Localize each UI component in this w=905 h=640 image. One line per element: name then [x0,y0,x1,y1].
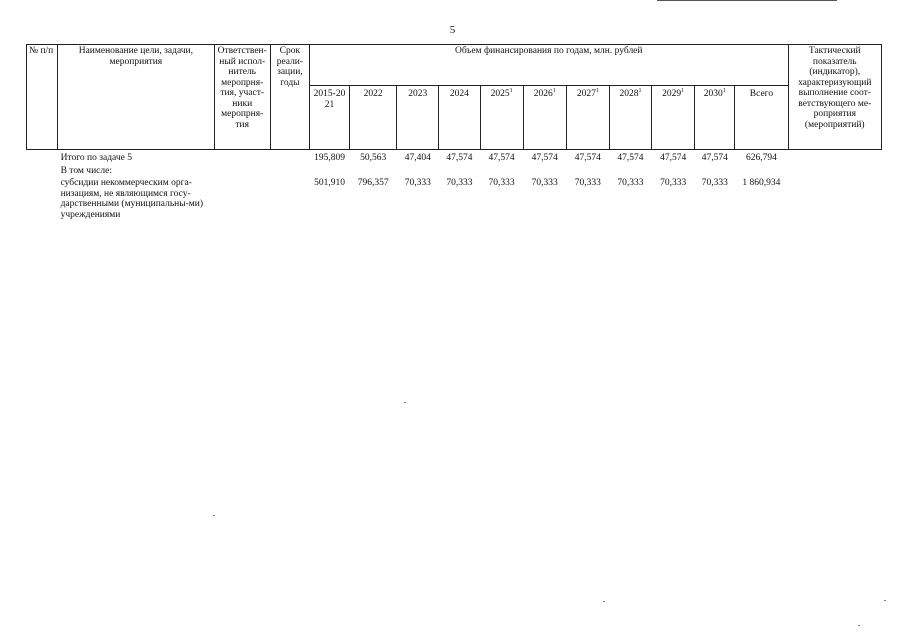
cell-value: 50,563 [360,153,387,163]
cell-value: 47,574 [488,153,515,163]
year-total: Всего [735,86,788,150]
cell-value: 70,333 [531,178,558,188]
cell-value: 70,333 [446,178,473,188]
year-2022: 2022 [350,86,397,150]
scan-speck [858,625,860,626]
scan-speck [213,515,215,516]
header-num: № п/п [27,45,58,150]
table-row [27,150,882,165]
cell-value: 47,574 [660,153,687,163]
cell-value: 47,574 [617,153,644,163]
year-2025: 2025$^1$ [480,86,523,150]
table-row [27,177,882,221]
cell-value: 1 860,934 [742,178,781,188]
cell-value: 70,333 [660,178,687,188]
year-2027: 2027$^1$ [566,86,609,150]
year-2026: 2026$^1$ [523,86,566,150]
cell-value: 195,809 [314,153,345,163]
header-name: Наименование цели, задачи, мероприятия [58,45,215,150]
header-term: Срок реали-зации, годы [270,45,309,150]
year-2024: 2024 [439,86,480,150]
top-rule-line [657,0,837,1]
year-2029: 2029$^1$ [652,86,695,150]
year-2028: 2028$^1$ [609,86,651,150]
cell-value: 47,404 [404,153,431,163]
table-row [27,165,882,178]
cell-value: 47,574 [701,153,728,163]
cell-value: 501,910 [314,178,345,188]
header-funding: Объем финансирования по годам, млн. рублей [309,45,788,86]
cell-value: 70,333 [617,178,644,188]
row-label: Итого по задаче 5 [60,153,132,163]
cell-value: 796,357 [357,178,389,188]
cell-value: 47,574 [446,153,473,163]
cell-value: 70,333 [701,178,728,188]
scan-speck [603,601,605,602]
year-2030: 2030$^1$ [695,86,735,150]
row-label: субсидии некоммерческим орга-низациям, не являющимся госу-дарственными (муниципальны-ми) учреждениями [60,178,204,220]
scan-speck [404,402,406,403]
financing-table [26,44,882,221]
year-2023: 2023 [397,86,439,150]
cell-value: 70,333 [404,178,431,188]
cell-value: 70,333 [574,178,601,188]
header-row-top [27,45,882,86]
year-2015-2021: 2015-2021 [309,86,349,150]
cell-value: 626,794 [745,153,777,163]
cell-value: 47,574 [574,153,601,163]
row-label: В том числе: [60,165,112,176]
cell-value: 70,333 [488,178,515,188]
header-executor: Ответствен-ный испол-нитель меропрня-тия, участ-ники меропрня-тия [214,45,270,150]
scan-speck [884,600,886,601]
header-indicator: Тактический показатель (индикатор), характеризующий выполнение соот-ветствующего ме-роприятия (мероприятий) [788,45,881,150]
page-number: 5 [449,24,456,36]
cell-value: 47,574 [531,153,558,163]
